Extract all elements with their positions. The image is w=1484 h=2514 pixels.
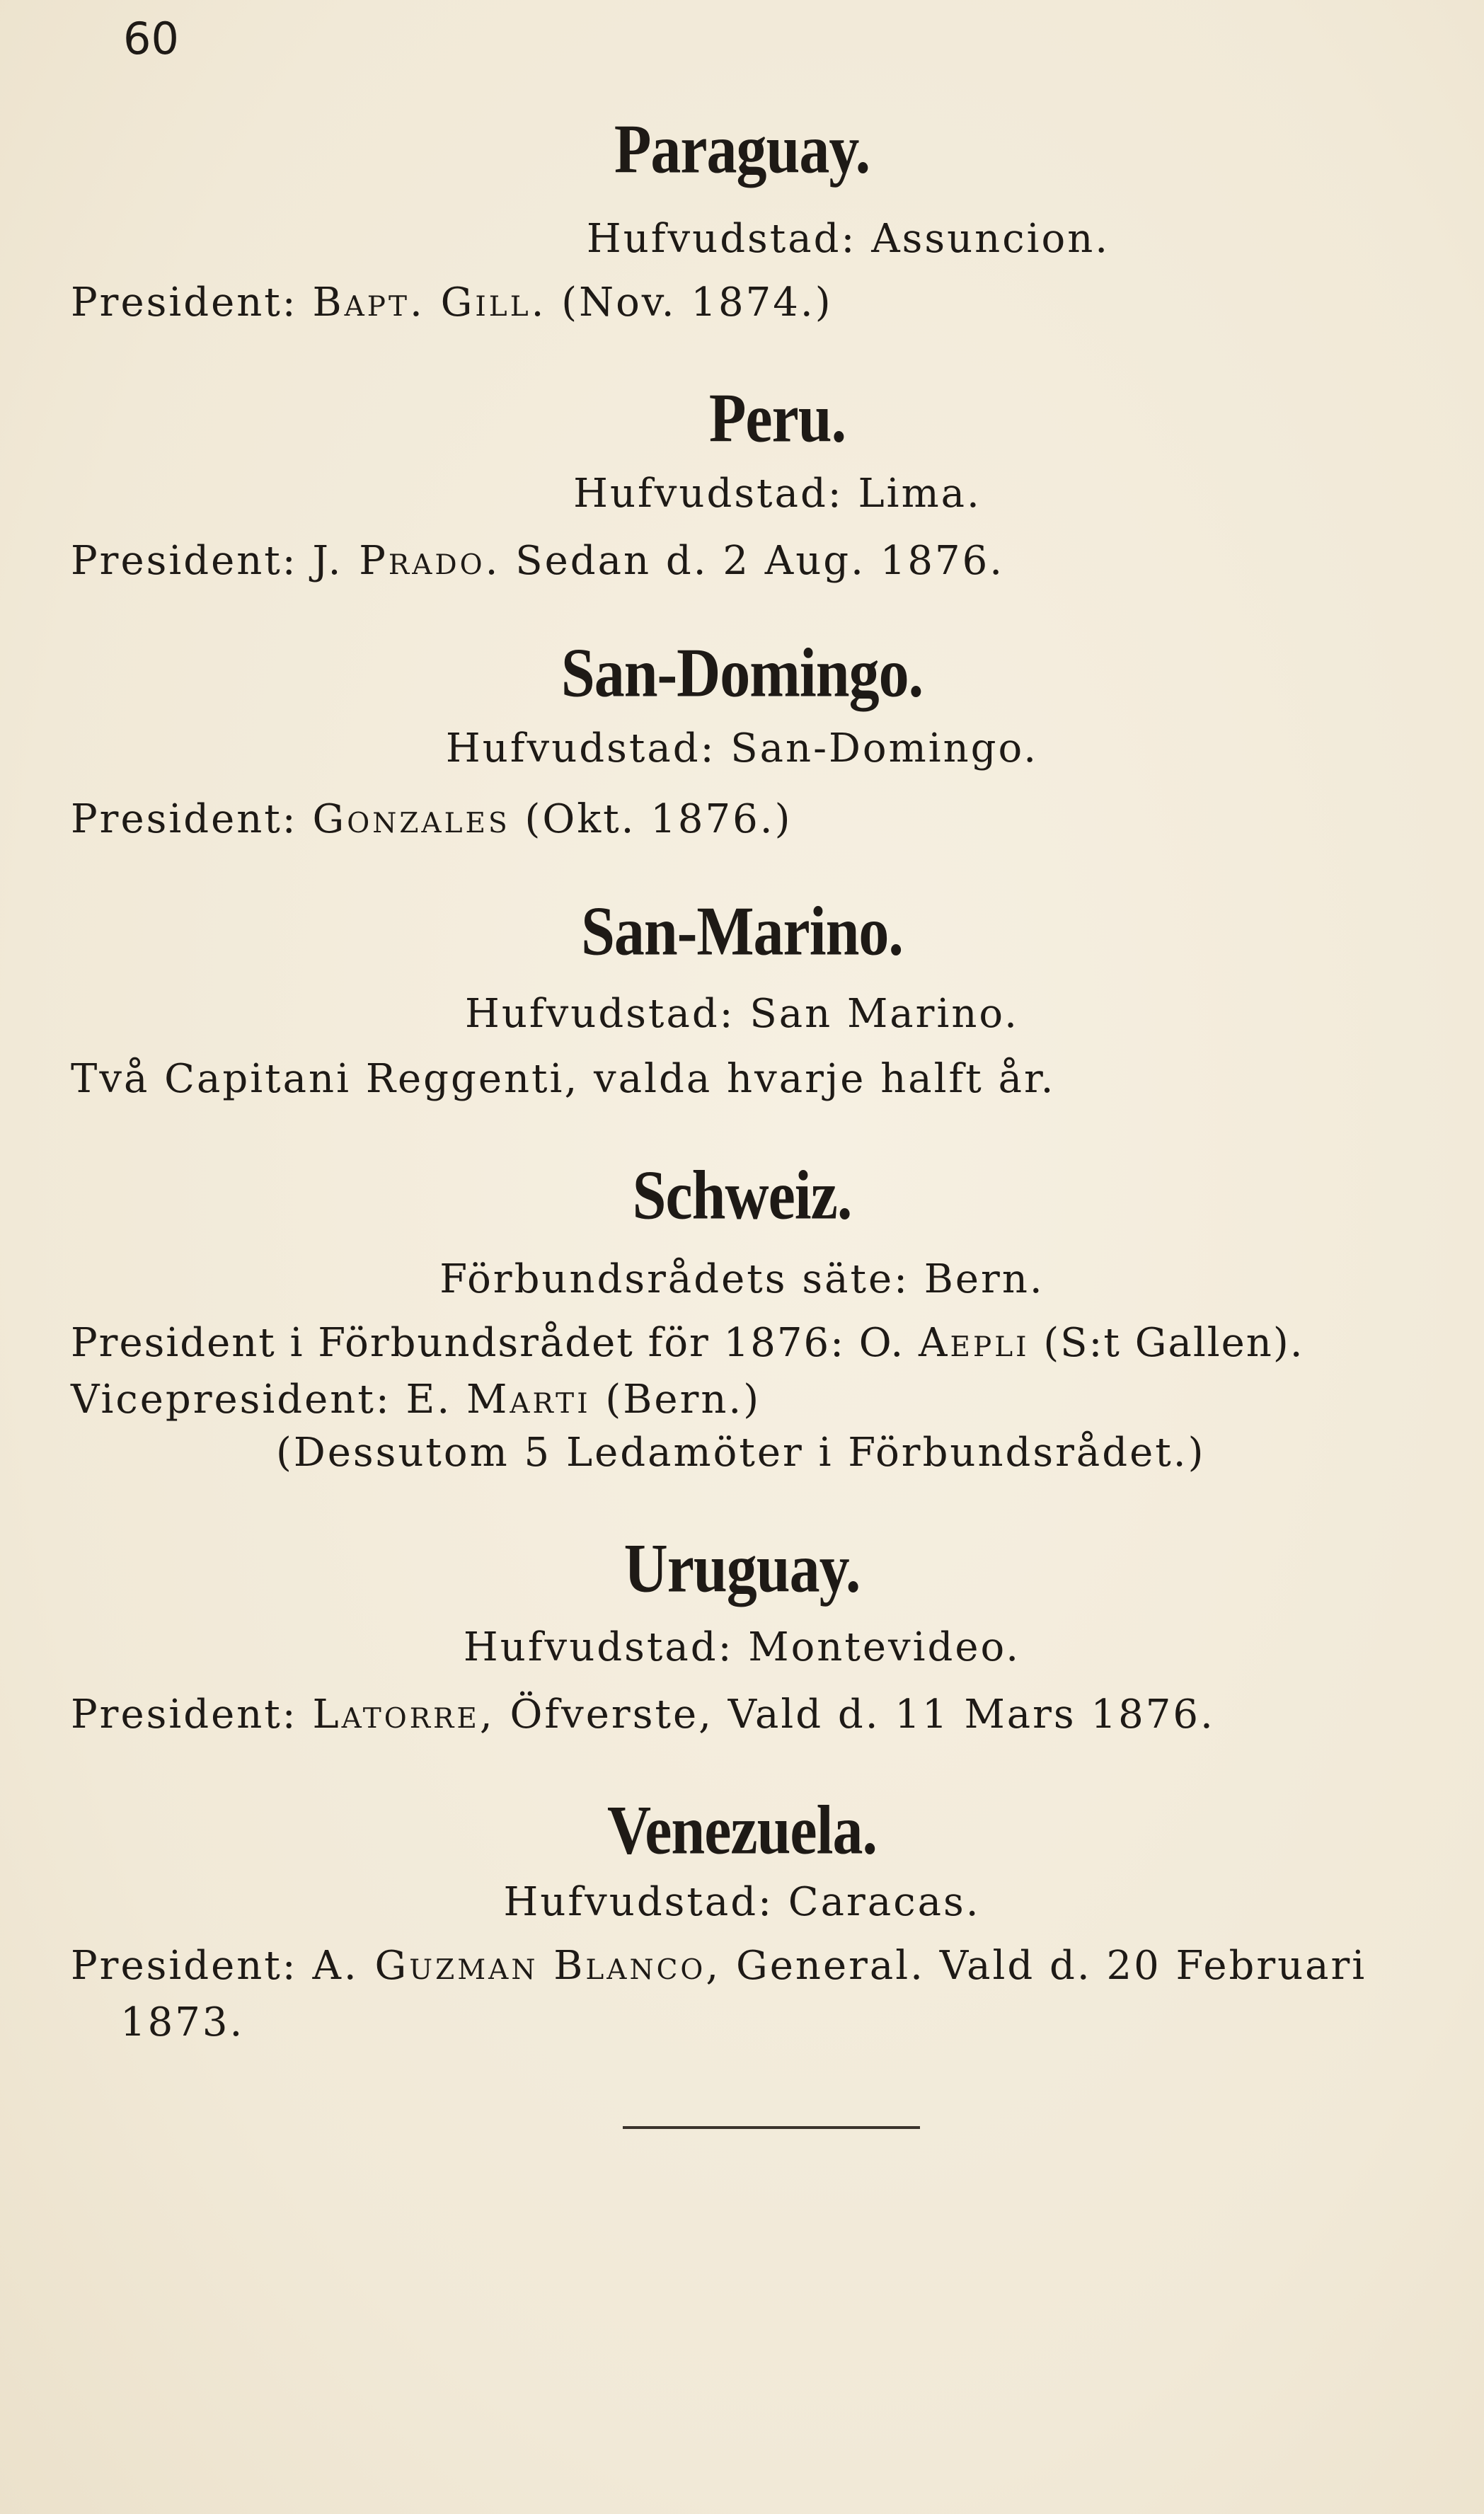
president-note: (Nov. 1874.) (561, 280, 833, 326)
paraguay-president (71, 280, 833, 326)
san-marino-capital: Hufvudstad: San Marino. (465, 991, 1019, 1037)
heading-peru: Peru. (708, 378, 846, 457)
schweiz-president (71, 1320, 1304, 1366)
uruguay-capital: Hufvudstad: Montevideo. (463, 1624, 1021, 1670)
president-label: President i Förbundsrådet för 1876: O. (71, 1320, 905, 1366)
president-name: J. Prado. (312, 538, 501, 584)
president-note: Sedan d. 2 Aug. 1876. (515, 538, 1005, 584)
president-name: Gonzales (312, 796, 510, 842)
heading-venezuela: Venezuela. (607, 1790, 877, 1869)
peru-president (71, 538, 1004, 584)
uruguay-president (71, 1692, 1215, 1738)
vicepresident-name: Marti (466, 1377, 591, 1423)
vicepresident-note: (Bern.) (605, 1377, 761, 1423)
peru-capital: Hufvudstad: Lima. (573, 471, 982, 517)
president-name: Bapt. Gill. (312, 280, 547, 326)
san-domingo-president (71, 796, 792, 842)
closing-rule (623, 2126, 920, 2129)
heading-schweiz: Schweiz. (632, 1155, 852, 1234)
president-note: General. Vald d. 20 Februari (736, 1943, 1367, 1989)
president-note: (Okt. 1876.) (524, 796, 793, 842)
venezuela-president-year: 1873. (120, 1999, 245, 2045)
president-label: President: (71, 796, 298, 842)
president-note: Öfverste, Vald d. 11 Mars 1876. (510, 1692, 1215, 1738)
schweiz-seat: Förbundsrådets säte: Bern. (439, 1256, 1045, 1302)
page-number: 60 (123, 13, 179, 64)
heading-san-domingo: San-Domingo. (560, 633, 924, 712)
president-label: President: (71, 1692, 298, 1738)
president-note: (S:t Gallen). (1043, 1320, 1304, 1366)
san-domingo-capital: Hufvudstad: San-Domingo. (445, 725, 1039, 771)
president-name: Aepli (919, 1320, 1030, 1366)
president-name: Latorre, (312, 1692, 495, 1738)
venezuela-president (71, 1943, 1367, 1989)
heading-san-marino: San-Marino. (581, 891, 903, 970)
president-label: President: (71, 280, 298, 326)
president-label: President: (71, 538, 298, 584)
heading-paraguay: Paraguay. (614, 109, 870, 188)
vicepresident-label: Vicepresident: E. (71, 1377, 452, 1423)
san-marino-note: Två Capitani Reggenti, valda hvarje halft år. (71, 1056, 1056, 1102)
venezuela-capital: Hufvudstad: Caracas. (503, 1879, 981, 1925)
schweiz-vicepresident (71, 1377, 761, 1423)
heading-uruguay: Uruguay. (623, 1528, 861, 1607)
president-label: President: (71, 1943, 298, 1989)
president-name: A. Guzman Blanco, (312, 1943, 722, 1989)
schweiz-members-note: (Dessutom 5 Ledamöter i Förbundsrådet.) (276, 1430, 1206, 1476)
paraguay-capital: Hufvudstad: Assuncion. (586, 216, 1110, 262)
